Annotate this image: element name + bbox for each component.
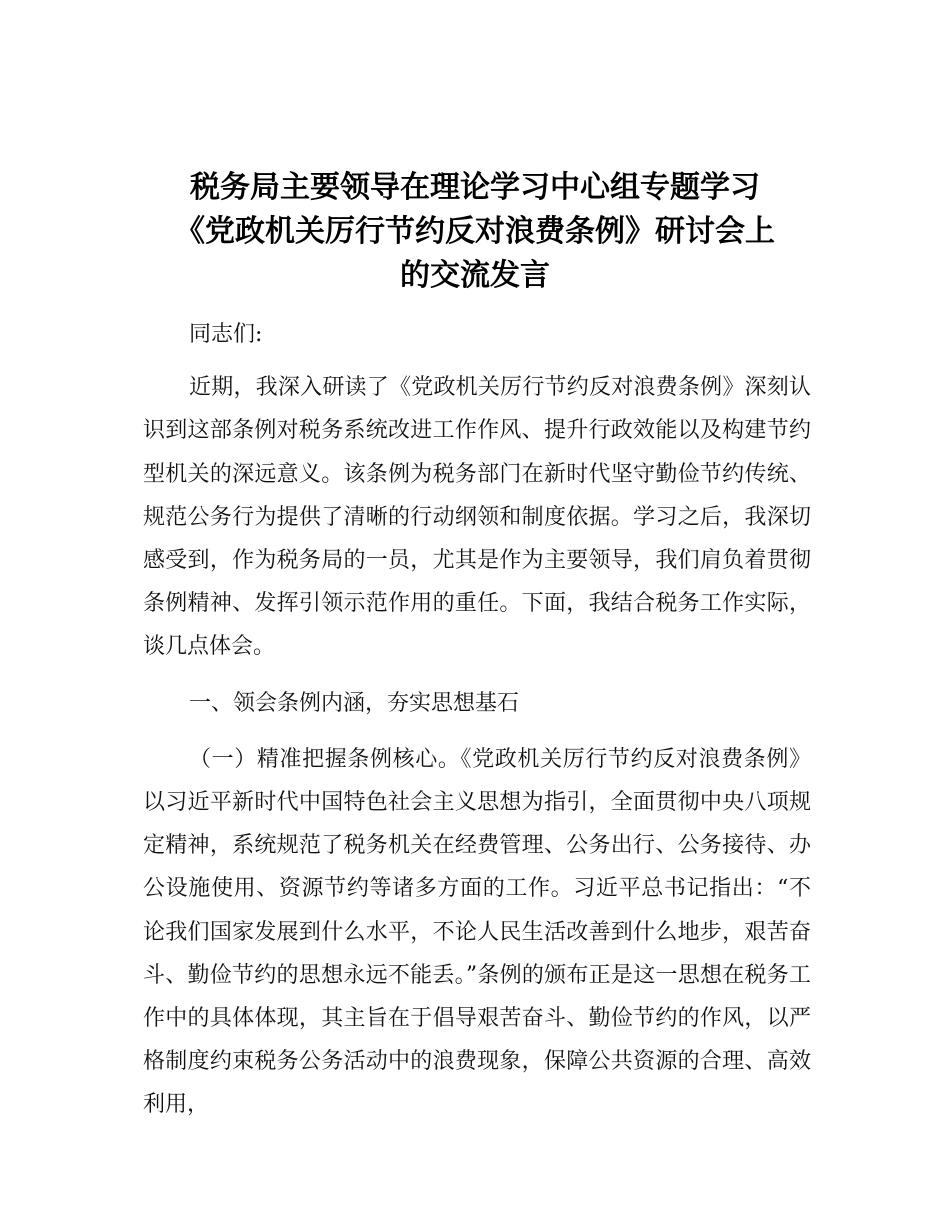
paragraph-intro: 近期，我深入研读了《党政机关厉行节约反对浪费条例》深刻认识到这部条例对税务系统改进工作作风、提升行政效能以及构建节约型机关的深远意义。该条例为税务部门在新时代坚守勤俭节约传统、规范公务行为提供了清晰的行动纲领和制度依据。学习之后，我深切感受到，作为税务局的一员，尤其是作为主要领导，我们肩负着贯彻条例精神、发挥引领示范作用的重任。下面，我结合税务工作实际，谈几点体会。 (143, 375, 811, 660)
document-title (130, 166, 820, 298)
greeting: 同志们: (189, 322, 263, 347)
title-line-2: 《党政机关厉行节约反对浪费条例》研讨会上 (175, 214, 775, 249)
title-line-1: 税务局主要领导在理论学习中心组专题学习 (190, 170, 760, 205)
title-line-3: 的交流发言 (400, 258, 550, 293)
paragraph-subsection-1: （一）精准把握条例核心。《党政机关厉行节约反对浪费条例》以习近平新时代中国特色社会主义思想为指引，全面贯彻中央八项规定精神，系统规范了税务机关在经费管理、公务出行、公务接待、办公设施使用、资源节约等诸多方面的工作。习近平总书记指出：“不论我们国家发展到什么水平，不论人民生活改善到什么地步，艰苦奋斗、勤俭节约的思想永远不能丢。”条例的颁布正是这一思想在税务工作中的具体体现，其主旨在于倡导艰苦奋斗、勤俭节约的作风，以严格制度约束税务公务活动中的浪费现象，保障公共资源的合理、高效利用， (143, 746, 811, 1118)
section-heading-1: 一、领会条例内涵，夯实思想基石 (189, 690, 520, 716)
document-body (143, 313, 811, 1140)
